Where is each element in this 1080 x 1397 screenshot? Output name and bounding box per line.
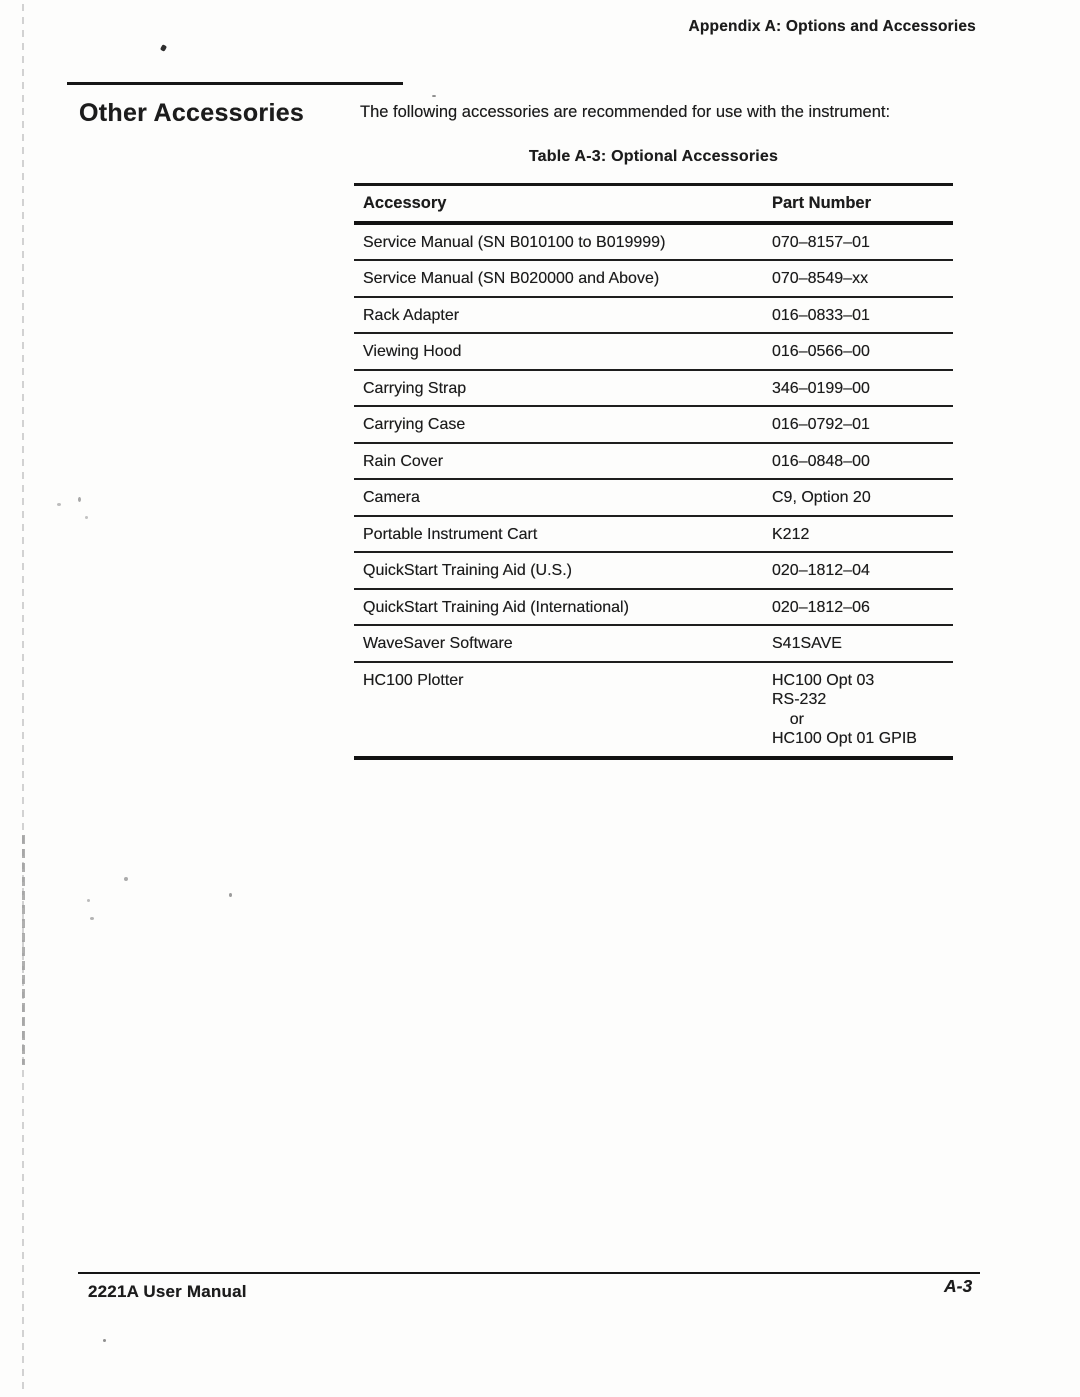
part-number-cell: 016–0848–00 [772,452,870,470]
section-title: Other Accessories [79,99,305,127]
scan-artifact-speck [432,95,436,97]
accessories-table-body [354,225,953,760]
accessory-cell: QuickStart Training Aid (U.S.) [363,562,572,579]
part-number-cell: C9, Option 20 [772,489,871,506]
table-row [354,663,953,760]
accessory-cell: Rack Adapter [363,306,460,324]
footer-page-number: A-3 [944,1276,973,1296]
column-header-accessory: Accessory [363,194,447,212]
accessory-cell: Carrying Case [363,416,466,433]
accessory-cell: QuickStart Training Aid (International) [363,598,629,616]
scan-artifact-speck [85,516,88,519]
table-row [354,407,953,444]
part-number-cell: 016–0566–00 [772,343,870,360]
intro-text: The following accessories are recommended for use with the instrument: [360,103,891,121]
part-number-cell: 020–1812–04 [772,562,870,579]
part-number-cell: 070–8549–xx [772,270,869,287]
table-header-row [354,186,953,225]
table-row [354,298,953,335]
accessory-cell: Portable Instrument Cart [363,525,538,543]
scan-artifact-speck [160,44,167,52]
accessory-cell: WaveSaver Software [363,635,513,652]
part-number-cell: HC100 Opt 03 RS-232 or HC100 Opt 01 GPIB [772,671,917,747]
part-number-cell: 070–8157–01 [772,233,870,251]
footer-divider-rule [78,1272,980,1274]
table-row [354,334,953,371]
accessory-cell: Rain Cover [363,452,444,470]
part-number-cell: S41SAVE [772,635,842,652]
section-divider-rule [67,82,403,85]
part-number-cell: K212 [772,525,810,543]
table-row [354,590,953,627]
scan-artifact-edge-dark [22,835,25,1065]
scan-artifact-speck [90,917,94,920]
footer-manual-title: 2221A User Manual [88,1282,247,1301]
scan-artifact-edge [22,4,24,1394]
scan-artifact-speck [229,893,232,897]
accessory-cell: Camera [363,489,420,506]
table-row [354,371,953,408]
table-row [354,480,953,517]
accessory-cell: Service Manual (SN B010100 to B019999) [363,233,666,251]
scan-artifact-speck [87,899,90,902]
table-row [354,444,953,481]
part-number-cell: 016–0792–01 [772,416,870,433]
scan-artifact-speck [78,497,81,502]
part-number-cell: 346–0199–00 [772,379,870,397]
scan-artifact-speck [57,503,61,506]
scan-artifact-speck [124,877,128,881]
part-number-cell: 020–1812–06 [772,598,870,616]
scan-artifact-speck [103,1339,106,1342]
accessory-cell: Carrying Strap [363,379,467,397]
accessory-cell: HC100 Plotter [363,671,464,689]
table-row [354,261,953,298]
table-title: Table A-3: Optional Accessories [528,148,779,165]
table-grid [354,183,953,760]
column-header-part-number: Part Number [772,194,872,212]
table-row [354,225,953,262]
part-number-cell: 016–0833–01 [772,306,870,324]
table-row [354,517,953,554]
accessory-cell: Service Manual (SN B020000 and Above) [363,270,660,287]
table-row [354,553,953,590]
appendix-header: Appendix A: Options and Accessories [688,18,976,35]
table-row [354,626,953,663]
optional-accessories-table [354,148,953,760]
accessory-cell: Viewing Hood [363,343,462,360]
